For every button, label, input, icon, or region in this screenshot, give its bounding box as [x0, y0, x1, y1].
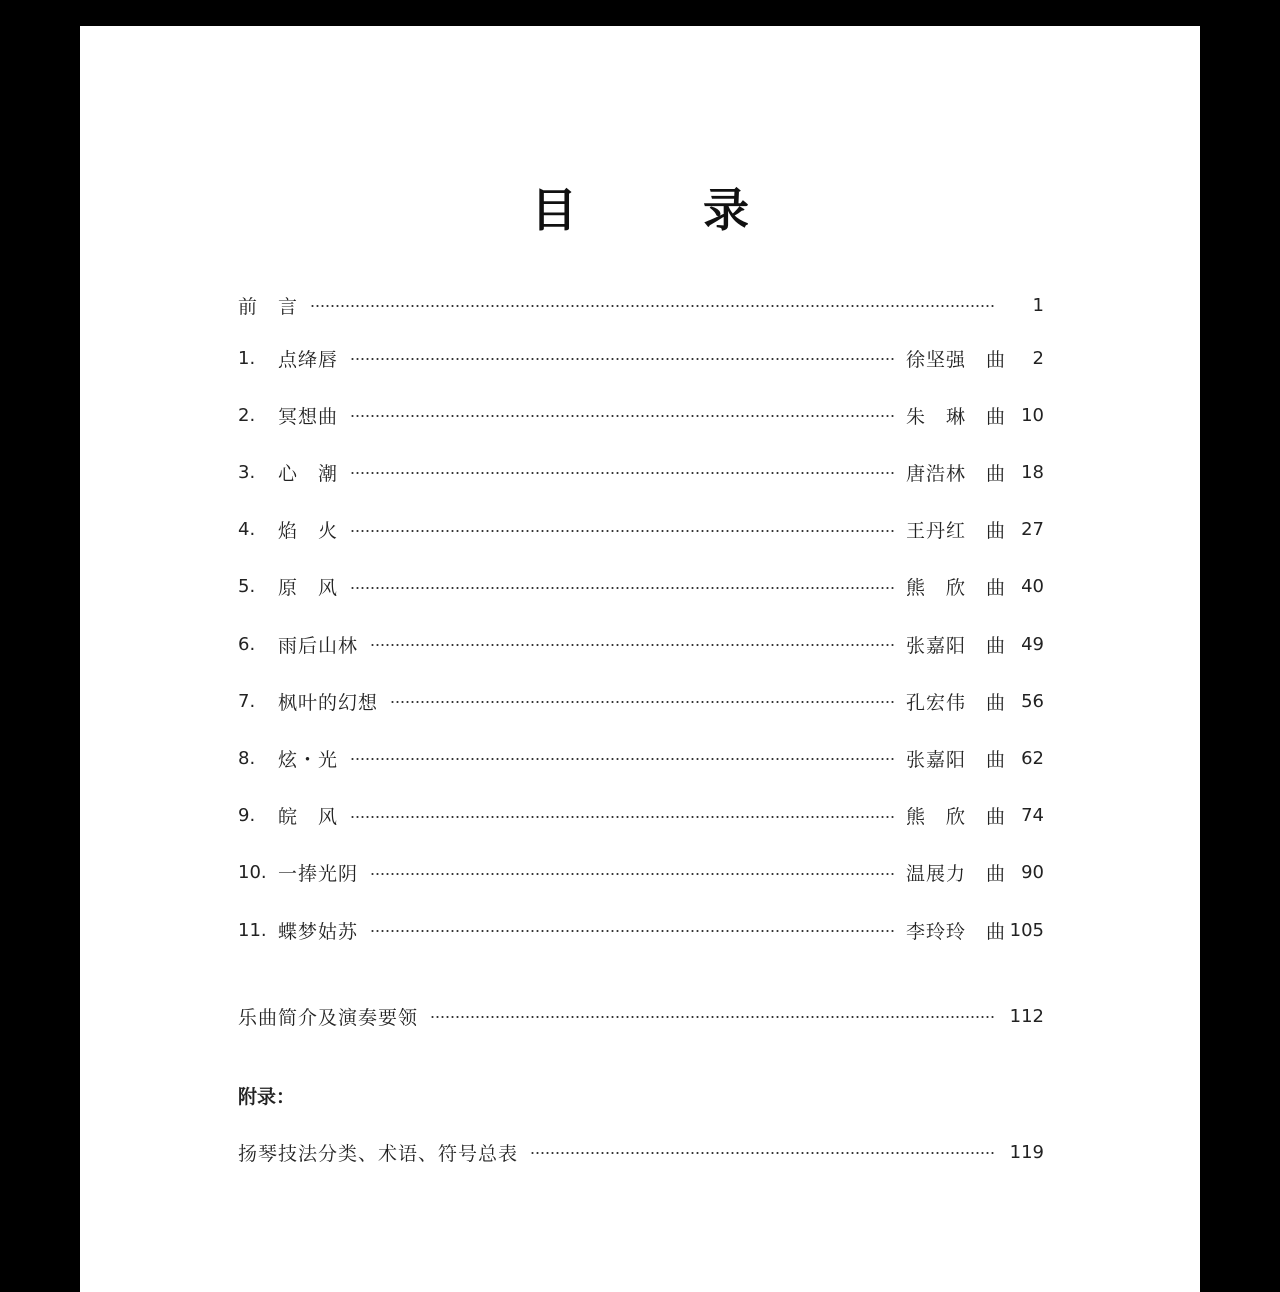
toc-entry-piece[interactable]: [238, 743, 1044, 773]
page-number: 1: [1032, 294, 1044, 316]
composer-name: 王丹红: [906, 520, 967, 543]
entry-number: 4.: [238, 519, 256, 541]
entry-number: 1.: [238, 347, 256, 369]
page-number: 119: [1009, 1141, 1044, 1163]
composer-suffix: 曲: [986, 405, 1006, 428]
dot-leader: [350, 530, 894, 532]
composer-name: 张嘉阳: [906, 748, 967, 771]
entry-number: 2.: [238, 404, 256, 426]
composer-suffix: 曲: [986, 806, 1006, 829]
composer-suffix: 曲: [986, 348, 1006, 371]
composer-name: 唐浩林: [906, 462, 967, 485]
toc-entry-piece[interactable]: [238, 572, 1044, 602]
appendix-heading: 附录：: [238, 1086, 296, 1108]
composer-suffix: 曲: [986, 577, 1006, 600]
dot-leader: [350, 758, 894, 760]
entry-number: 9.: [238, 805, 256, 827]
composer-name: 熊 欣: [906, 577, 967, 600]
composer-suffix: 曲: [986, 691, 1006, 714]
entry-label: 扬琴技法分类、术语、符号总表: [238, 1142, 519, 1165]
entry-title: 雨后山林: [278, 634, 359, 657]
entry-title: 一捧光阴: [278, 863, 359, 886]
dot-leader: [310, 305, 996, 307]
entry-number: 10.: [238, 862, 267, 884]
page-title: 目 录: [531, 183, 789, 237]
composer-name: 朱 琳: [906, 405, 967, 428]
toc-entry-piece[interactable]: [238, 686, 1044, 716]
toc-entry-piece[interactable]: [238, 915, 1044, 945]
dot-leader: [350, 587, 894, 589]
entry-title: 焰 火: [278, 520, 339, 543]
toc-entry-piece[interactable]: [238, 629, 1044, 659]
entry-title: 冥想曲: [278, 405, 339, 428]
composer-name: 李玲玲: [906, 920, 967, 943]
dot-leader: [370, 873, 894, 875]
entry-number: 5.: [238, 576, 256, 598]
page-number: 2: [1032, 347, 1044, 369]
page-number: 62: [1021, 747, 1044, 769]
toc-entry-piece[interactable]: [238, 457, 1044, 487]
dot-leader: [350, 358, 894, 360]
composer-suffix: 曲: [986, 520, 1006, 543]
page-number: 49: [1021, 633, 1044, 655]
dot-leader: [370, 930, 894, 932]
toc-entry-piece[interactable]: [238, 400, 1044, 430]
composer-name: 张嘉阳: [906, 634, 967, 657]
entry-title: 皖 风: [278, 806, 339, 829]
page-number: 105: [1009, 919, 1044, 941]
entry-number: 7.: [238, 690, 256, 712]
dot-leader: [530, 1152, 996, 1154]
entry-title: 蝶梦姑苏: [278, 920, 359, 943]
composer-suffix: 曲: [986, 863, 1006, 886]
dot-leader: [350, 415, 894, 417]
page-number: 56: [1021, 690, 1044, 712]
entry-title: 原 风: [278, 577, 339, 600]
composer-suffix: 曲: [986, 634, 1006, 657]
dot-leader: [370, 644, 894, 646]
entry-number: 11.: [238, 919, 267, 941]
dot-leader: [350, 816, 894, 818]
toc-entry-piece[interactable]: [238, 515, 1044, 545]
toc-entry-preface[interactable]: [238, 290, 1044, 320]
toc-entry-intro[interactable]: [238, 1001, 1044, 1031]
toc-entry-appendix[interactable]: [238, 1137, 1044, 1167]
document-page: [80, 26, 1200, 1292]
toc-entry-piece[interactable]: [238, 858, 1044, 888]
entry-label: 前 言: [238, 295, 299, 318]
entry-title: 炫・光: [278, 748, 339, 771]
page-number: 10: [1021, 404, 1044, 426]
entry-label: 乐曲简介及演奏要领: [238, 1006, 419, 1029]
composer-name: 温展力: [906, 863, 967, 886]
entry-number: 3.: [238, 461, 256, 483]
entry-title: 心 潮: [278, 462, 339, 485]
composer-name: 熊 欣: [906, 806, 967, 829]
dot-leader: [350, 472, 894, 474]
entry-number: 6.: [238, 633, 256, 655]
page-number: 18: [1021, 461, 1044, 483]
composer-name: 孔宏伟: [906, 691, 967, 714]
page-number: 90: [1021, 862, 1044, 884]
dot-leader: [390, 701, 894, 703]
entry-title: 枫叶的幻想: [278, 691, 379, 714]
page-number: 74: [1021, 805, 1044, 827]
composer-suffix: 曲: [986, 920, 1006, 943]
entry-title: 点绛唇: [278, 348, 339, 371]
toc-entry-piece[interactable]: [238, 343, 1044, 373]
composer-suffix: 曲: [986, 748, 1006, 771]
page-number: 27: [1021, 519, 1044, 541]
page-number: 112: [1009, 1005, 1044, 1027]
entry-number: 8.: [238, 747, 256, 769]
composer-name: 徐坚强: [906, 348, 967, 371]
dot-leader: [430, 1016, 996, 1018]
page-number: 40: [1021, 576, 1044, 598]
composer-suffix: 曲: [986, 462, 1006, 485]
toc-entry-piece[interactable]: [238, 801, 1044, 831]
